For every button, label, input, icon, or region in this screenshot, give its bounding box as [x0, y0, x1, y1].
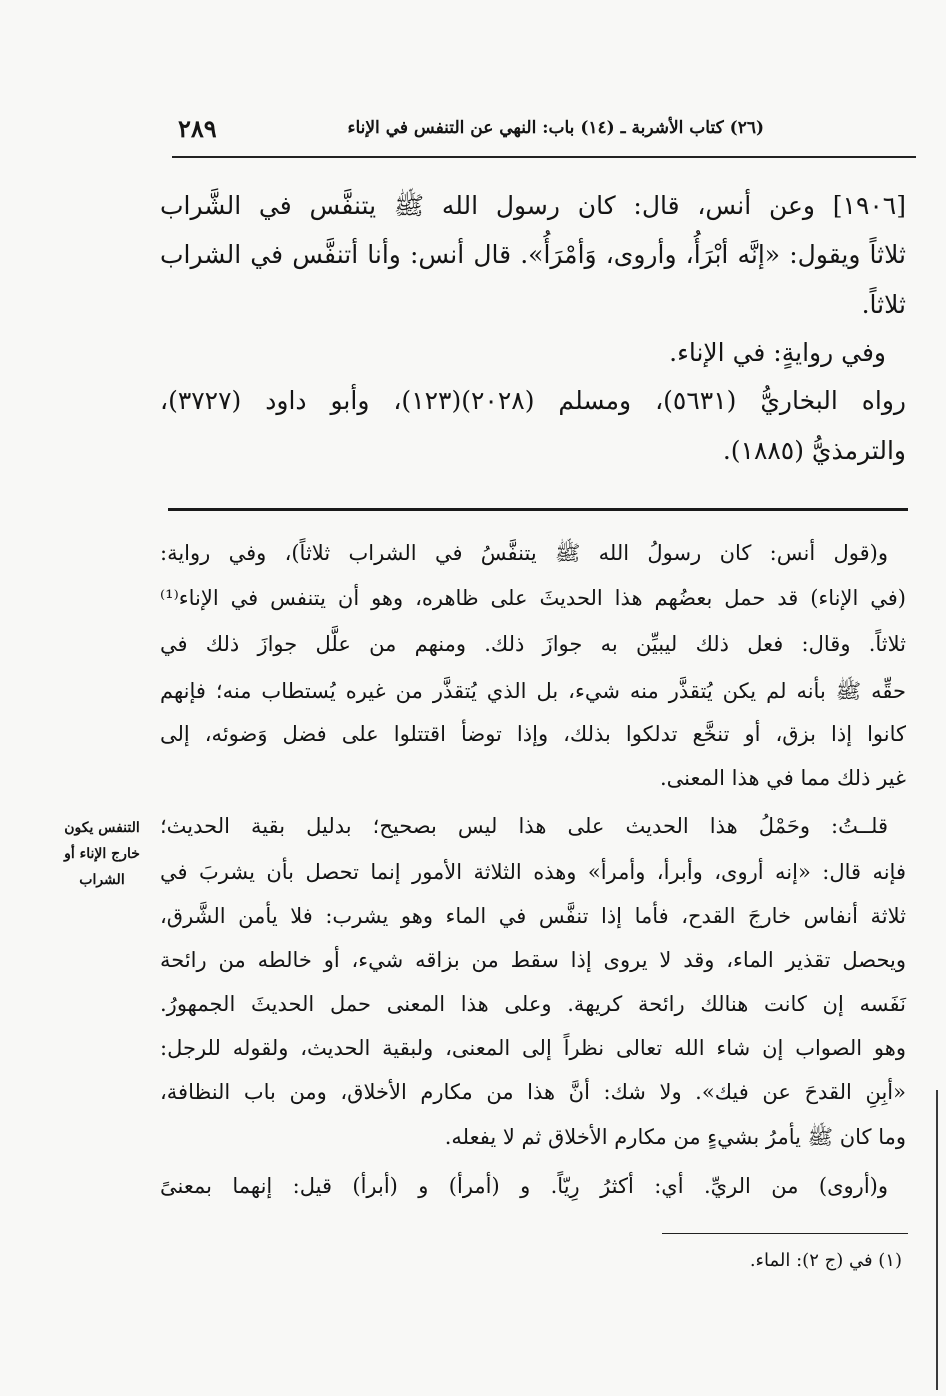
commentary-line: و(أروى) من الريِّ. أي: أكثرُ رِيّاً. و (أمرأ) و (أبرأ) قيل: إنهما بمعنىً [160, 1174, 888, 1198]
page-header [160, 112, 916, 154]
section-divider [168, 508, 908, 511]
commentary-line: وهو الصواب إن شاء الله تعالى نظراً إلى المعنى، ولبقية الحديث، ولقوله للرجل: [160, 1036, 906, 1060]
commentary-line: ثلاثة أنفاس خارجَ القدح، فأما إذا تنفَّس في الماء وهو يشرب: فلا يأمن الشَّرق، [160, 904, 906, 928]
commentary-line: و(قول أنس: كان رسولُ الله ﷺ يتنفَّسُ في الشراب ثلاثاً)، وفي رواية: [160, 541, 888, 565]
header-rule [172, 156, 916, 158]
commentary-line: وما كان ﷺ يأمرُ بشيءٍ من مكارم الأخلاق ثم لا يفعله. [444, 1125, 906, 1149]
hadith-line: ثلاثاً. [861, 290, 906, 319]
commentary-line: غير ذلك مما في هذا المعنى. [659, 766, 906, 790]
footnote: (١) في (ج ٢): الماء. [749, 1250, 902, 1271]
margin-note-line: خارج الإناء أو [64, 846, 140, 862]
page-edge-shadow [936, 1090, 938, 1390]
hadith-line: ثلاثاً ويقول: «إنَّه أبْرَأُ، وأروى، وَأمْرَأُ». قال أنس: وأنا أتنفَّس في الشراب [160, 240, 906, 269]
commentary-line: ويحصل تقذير الماء، وقد لا يروى إذا سقط من بزاقه شيء، أو خالطه من رائحة [160, 948, 906, 972]
commentary-line: نَفَسه إن كانت هنالك رائحة كريهة. وعلى هذا المعنى حمل الحديثَ الجمهورُ. [160, 992, 906, 1016]
commentary-line: (في الإناء) قد حمل بعضُهم هذا الحديثَ على ظاهره، وهو أن يتنفس في الإناء⁽¹⁾ [160, 586, 906, 610]
commentary-line: ثلاثاً. وقال: فعل ذلك ليبيِّن به جوازَ ذلك. ومنهم من علَّل جوازَ ذلك في [160, 632, 906, 656]
margin-note [36, 815, 168, 893]
commentary-line: حقِّه ﷺ بأنه لم يكن يُتقذَّر منه شيء، بل الذي يُتقذَّر من غيره يُستطاب منه؛ فإنهم [160, 679, 906, 703]
page-number: ٢٨٩ [178, 114, 217, 143]
running-head: (٢٦) كتاب الأشربة ـ (١٤) باب: النهي عن التنفس في الإناء [347, 118, 764, 138]
commentary-line: «أبِنِ القدحَ عن فيك». ولا شك: أنَّ هذا من مكارم الأخلاق، ومن باب النظافة، [160, 1080, 906, 1104]
margin-note-line: التنفس يكون [64, 820, 140, 836]
margin-note-line: الشراب [79, 872, 125, 888]
commentary-line: قلــتُ: وحَمْلُ هذا الحديث على هذا ليس بصحيح؛ بدليل بقية الحديث؛ [160, 814, 888, 838]
hadith-line: رواه البخاريُّ (٥٦٣١)، ومسلم (٢٠٢٨)(١٢٣)، وأبو داود (٣٧٢٧)، [160, 386, 906, 415]
hadith-line: والترمذيُّ (١٨٨٥). [722, 436, 906, 465]
commentary-line: فإنه قال: «إنه أروى، وأبرأ، وأمرأ» وهذه الثلاثة الأمور إنما تحصل بأن يشربَ في [160, 860, 906, 884]
hadith-line: [١٩٠٦] وعن أنس، قال: كان رسول الله ﷺ يتنفَّس في الشَّراب [160, 191, 906, 220]
commentary-line: كانوا إذا بزق، أو تنخَّع تدلكوا بذلك، وإذا توضأ اقتتلوا على فضل وَضوئه، إلى [160, 722, 906, 746]
footnote-rule [662, 1233, 908, 1234]
hadith-line: وفي روايةٍ: في الإناء. [669, 338, 886, 367]
